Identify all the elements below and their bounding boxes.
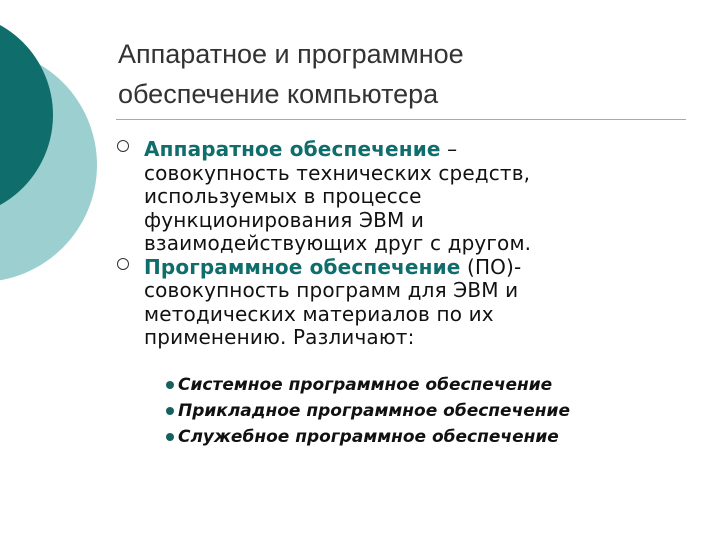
list-item-software — [112, 256, 702, 350]
item-text-line: функционирования ЭВМ и — [144, 207, 425, 232]
hollow-circle-bullet-icon — [117, 258, 129, 270]
item-text-line: применению. Различают: — [144, 325, 415, 349]
item-text-line: совокупность технических средств, — [144, 160, 531, 185]
software-types-list — [166, 373, 706, 451]
main-bullet-list — [112, 138, 702, 350]
item-first-line — [144, 256, 702, 280]
list-item-application-software — [166, 399, 706, 425]
term-suffix: (ПО)- — [460, 254, 522, 279]
item-text-line: используемых в процессе — [144, 184, 422, 208]
item-text-line: взаимодействующих друг с другом. — [144, 231, 532, 255]
filled-dot-bullet-icon — [166, 381, 174, 389]
slide-title — [118, 34, 698, 114]
term-hardware: Аппаратное обеспечение — [144, 137, 441, 161]
list-item-system-software — [166, 373, 706, 399]
title-divider — [116, 119, 686, 120]
filled-dot-bullet-icon — [166, 433, 174, 441]
hollow-circle-bullet-icon — [117, 140, 129, 152]
item-text-line: методических материалов по их — [144, 301, 494, 326]
subitem-label: Служебное программное обеспечение — [178, 427, 559, 447]
subitem-label: Системное программное обеспечение — [178, 375, 553, 395]
decorative-circles — [0, 0, 130, 300]
item-text-line: совокупность программ для ЭВМ и — [144, 278, 519, 302]
term-suffix: – — [440, 137, 458, 161]
term-software: Программное обеспечение — [144, 254, 461, 279]
title-line-1: Аппаратное и программное — [118, 39, 464, 69]
item-first-line — [144, 138, 702, 162]
subitem-label: Прикладное программное обеспечение — [178, 401, 570, 421]
title-line-2: обеспечение компьютера — [118, 79, 439, 109]
filled-dot-bullet-icon — [166, 407, 174, 415]
list-item-hardware — [112, 138, 702, 256]
list-item-utility-software — [166, 425, 706, 451]
